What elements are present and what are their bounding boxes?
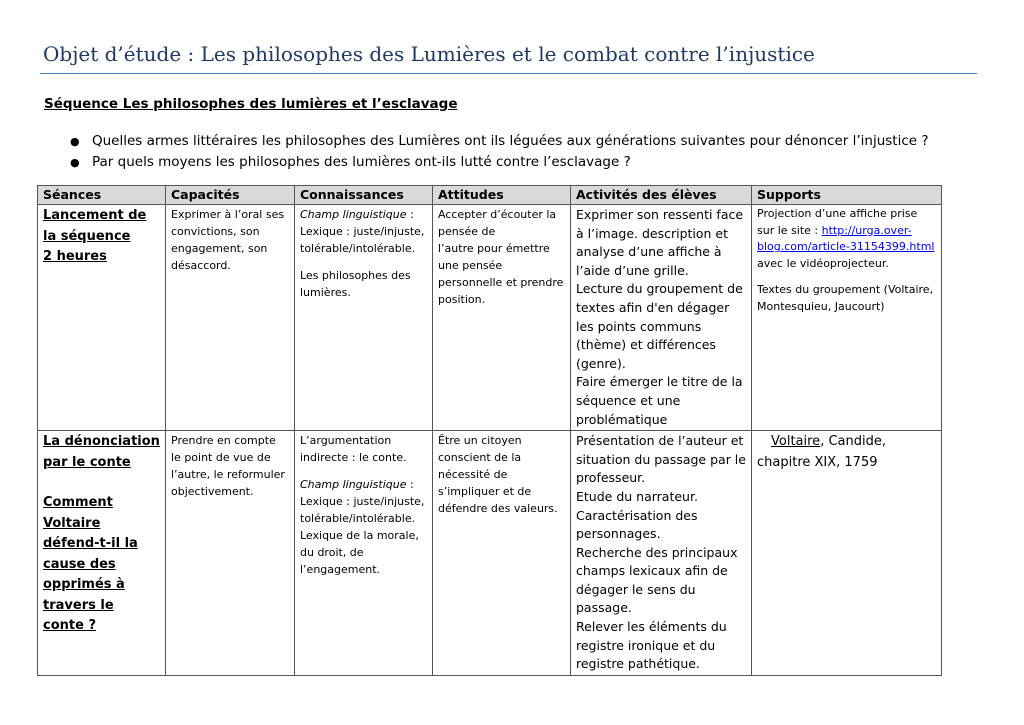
lexique-text: Lexique : juste/injuste, tolérable/intolérable.: [300, 225, 425, 255]
supports-intro: Projection d’une affiche prise sur le site :: [757, 207, 918, 237]
header-capacites: Capacités: [166, 186, 295, 205]
seance-cell: [38, 205, 166, 431]
seance-line: Comment: [43, 495, 113, 511]
attitudes-cell: [433, 205, 571, 431]
questions-list: [70, 131, 929, 173]
champ-linguistique: Champ linguistique: [300, 478, 407, 492]
header-attitudes: Attitudes: [433, 186, 571, 205]
attitudes-cell: Être un citoyen conscient de la nécessité de s’impliquer et de défendre des valeurs.: [433, 431, 571, 676]
capacites-cell: Prendre en compte le point de vue de l’autre, le reformuler objectivement.: [166, 431, 295, 676]
seance-line: conte ?: [43, 618, 96, 634]
seance-line: La dénonciation: [43, 434, 160, 450]
spacer: [43, 473, 160, 493]
connaissances-extra: Lexique de la morale, du droit, de l’engagement.: [300, 529, 419, 577]
attitudes-line: l’autre pour émettre une pensée personnelle et prendre position.: [438, 242, 564, 306]
seance-line: par le conte: [43, 454, 131, 470]
supports-author: Voltaire: [771, 434, 821, 450]
header-activites: Activités des élèves: [571, 186, 752, 205]
seance-cell: [38, 431, 166, 676]
supports-cell: [752, 431, 942, 676]
activites-cell: [571, 431, 752, 676]
champ-suffix: :: [406, 478, 414, 492]
seance-line: 2 heures: [43, 249, 107, 264]
attitudes-line: Accepter d’écouter la pensée de: [438, 208, 557, 238]
seance-line: travers le: [43, 597, 114, 613]
activite-item: Lecture du groupement de textes afin d'en dégager les points communs (thème) et différences (genre).: [576, 281, 743, 371]
sequence-heading: Séquence Les philosophes des lumières et l’esclavage: [44, 96, 458, 112]
champ-suffix: :: [406, 208, 414, 221]
supports-cell: [752, 205, 942, 431]
question-text: Quelles armes littéraires les philosophes des Lumières ont ils léguées aux générations suivantes pour dénoncer l’injustice ?: [92, 133, 929, 149]
question-text: Par quels moyens les philosophes des lumières ont-ils lutté contre l’esclavage ?: [92, 154, 631, 170]
activite-item: Présentation de l’auteur et situation du passage par le professeur.: [576, 433, 746, 486]
connaissances-cell: [295, 431, 433, 676]
activite-item: Faire émerger le titre de la séquence et une problématique: [576, 374, 743, 427]
header-supports: Supports: [752, 186, 942, 205]
champ-linguistique: Champ linguistique: [300, 208, 407, 221]
capacites-cell: Exprimer à l’oral ses convictions, son engagement, son désaccord.: [166, 205, 295, 431]
activite-item: Recherche des principaux champs lexicaux afin de dégager le sens du passage.: [576, 544, 738, 616]
page-title: Objet d’étude : Les philosophes des Lumières et le combat contre l’injustice: [43, 42, 815, 66]
header-connaissances: Connaissances: [295, 186, 433, 205]
seance-line: Lancement de: [43, 208, 147, 223]
supports-rest: , Candide, chapitre XIX, 1759: [757, 434, 886, 470]
question-item: [70, 131, 929, 152]
spacer: [300, 257, 427, 267]
connaissances-cell: [295, 205, 433, 431]
seance-line: cause des: [43, 556, 116, 572]
activite-item: Relever les éléments du registre ironique et du registre pathétique.: [576, 619, 727, 672]
seance-line: Voltaire: [43, 515, 101, 531]
bullet-icon: ●: [70, 156, 80, 169]
table-header-row: [38, 186, 942, 205]
seance-line: défend-t-il la: [43, 536, 138, 552]
activite-item: Caractérisation des personnages.: [576, 507, 698, 542]
spacer: [757, 272, 936, 282]
bullet-icon: ●: [70, 135, 80, 148]
header-seances: Séances: [38, 186, 166, 205]
sequence-table: [37, 185, 942, 676]
table-row: [38, 431, 942, 676]
table-row: [38, 205, 942, 431]
activites-cell: [571, 205, 752, 431]
spacer: [300, 466, 427, 476]
seance-line: la séquence: [43, 228, 131, 244]
connaissances-intro: L’argumentation indirecte : le conte.: [300, 434, 407, 465]
question-item: [70, 152, 929, 173]
title-divider: [40, 73, 977, 74]
supports-textes: Textes du groupement (Voltaire, Montesquieu, Jaucourt): [757, 283, 934, 313]
supports-link[interactable]: http://urga.over-blog.com/article-31154399.html: [757, 223, 935, 253]
connaissances-extra: Les philosophes des lumières.: [300, 269, 411, 299]
supports-after: avec le vidéoprojecteur.: [757, 256, 889, 270]
seance-line: opprimés à: [43, 577, 125, 593]
activite-item: Etude du narrateur.: [576, 488, 698, 504]
activite-item: Exprimer son ressenti face à l’image. description et analyse d’une affiche à l’aide d’une grille.: [576, 207, 744, 278]
lexique-text: Lexique : juste/injuste, tolérable/intolérable.: [300, 495, 425, 526]
